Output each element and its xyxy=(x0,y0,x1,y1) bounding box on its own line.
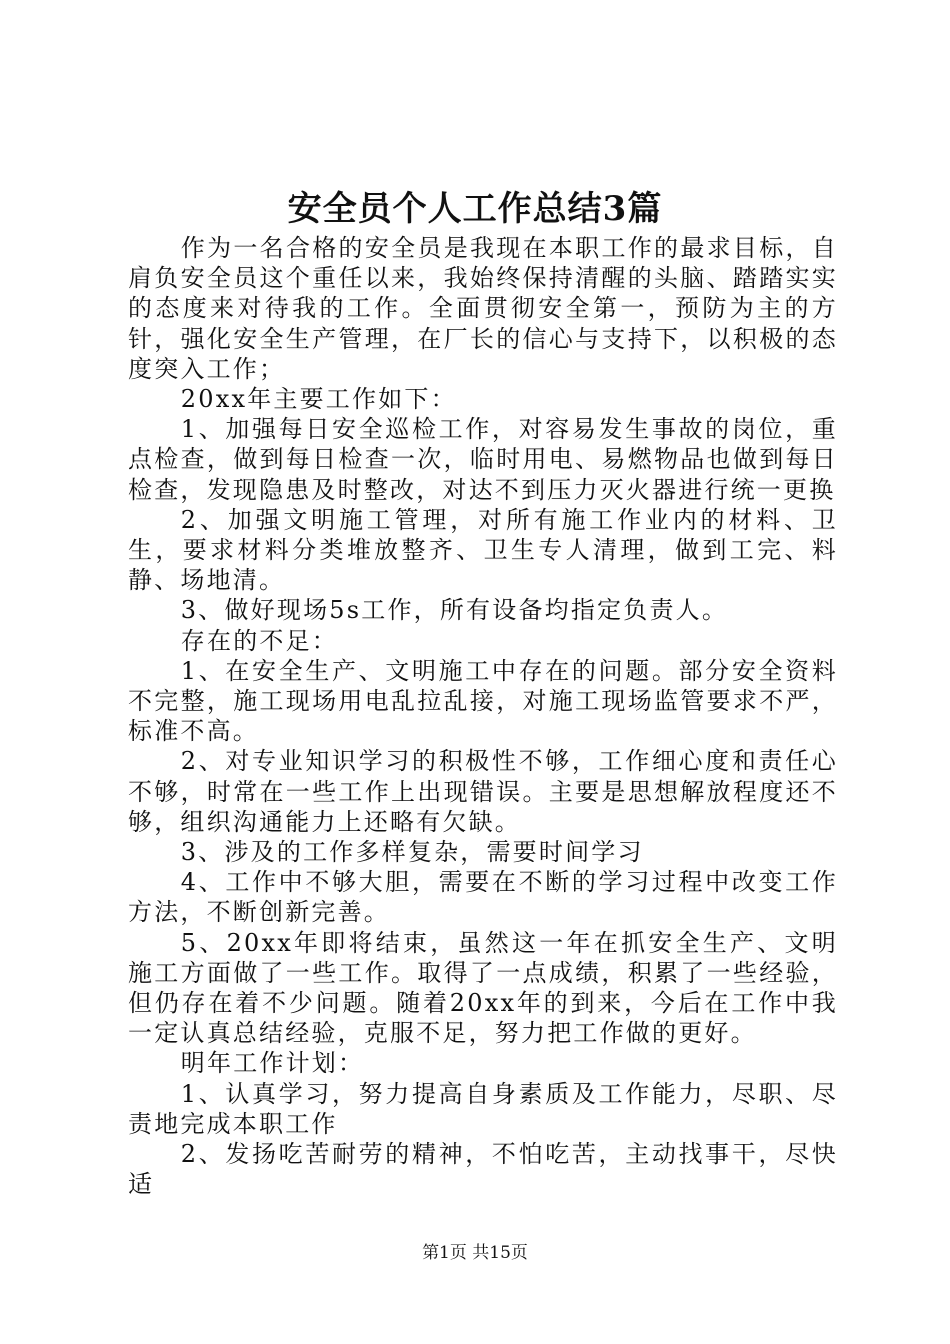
paragraph-plan-heading: 明年工作计划： xyxy=(180,1049,365,1078)
document-title: 安全员个人工作总结3篇 xyxy=(287,189,663,229)
paragraph-shortcomings-heading: 存在的不足： xyxy=(180,626,338,655)
paragraph-shortcoming-1: 1、在安全生产、文明施工中存在的问题。部分安全资料不完整，施工现场用电乱拉乱接，对施工现场监管要求不严，标准不高。 xyxy=(128,656,838,746)
paragraph-shortcoming-3: 3、涉及的工作多样复杂，需要时间学习 xyxy=(180,838,644,867)
paragraph-shortcoming-5: 5、20xx年即将结束，虽然这一年在抓安全生产、文明施工方面做了一些工作。取得了一点成绩，积累了一些经验，但仍存在着不少问题。随着20xx年的到来，今后在工作中我一定认真总结经验，克服不足，努力把工作做的更好。 xyxy=(128,928,838,1048)
paragraph-shortcoming-4: 4、工作中不够大胆，需要在不断的学习过程中改变工作方法，不断创新完善。 xyxy=(128,868,838,927)
paragraph-work-item-1: 1、加强每日安全巡检工作，对容易发生事故的岗位，重点检查，做到每日检查一次，临时用电、易燃物品也做到每日检查，发现隐患及时整改，对达不到压力灭火器进行统一更换 xyxy=(128,415,838,504)
paragraph-main-work-heading: 20xx年主要工作如下： xyxy=(180,385,457,414)
page-footer xyxy=(0,1241,950,1265)
paragraph-plan-item-2: 2、发扬吃苦耐劳的精神，不怕吃苦，主动找事干，尽快适 xyxy=(128,1140,838,1199)
paragraph-shortcoming-2: 2、对专业知识学习的积极性不够，工作细心度和责任心不够，时常在一些工作上出现错误。主要是思想解放程度还不够，组织沟通能力上还略有欠缺。 xyxy=(128,747,838,836)
paragraph-intro: 作为一名合格的安全员是我现在本职工作的最求目标，自肩负安全员这个重任以来，我始终保持清醒的头脑、踏踏实实的态度来对待我的工作。全面贯彻安全第一，预防为主的方针，强化安全生产管理，在厂长的信心与支持下，以积极的态度突入工作； xyxy=(128,234,838,383)
page-number: 第1页 xyxy=(422,1243,467,1263)
paragraph-plan-item-1: 1、认真学习，努力提高自身素质及工作能力，尽职、尽责地完成本职工作 xyxy=(128,1079,838,1138)
paragraph-work-item-3: 3、做好现场5s工作，所有设备均指定负责人。 xyxy=(180,596,729,625)
paragraph-work-item-2: 2、加强文明施工管理，对所有施工作业内的材料、卫生，要求材料分类堆放整齐、卫生专人清理，做到工完、料静、场地清。 xyxy=(128,505,838,595)
page-total: 共15页 xyxy=(472,1243,528,1263)
document-body xyxy=(128,233,838,1200)
